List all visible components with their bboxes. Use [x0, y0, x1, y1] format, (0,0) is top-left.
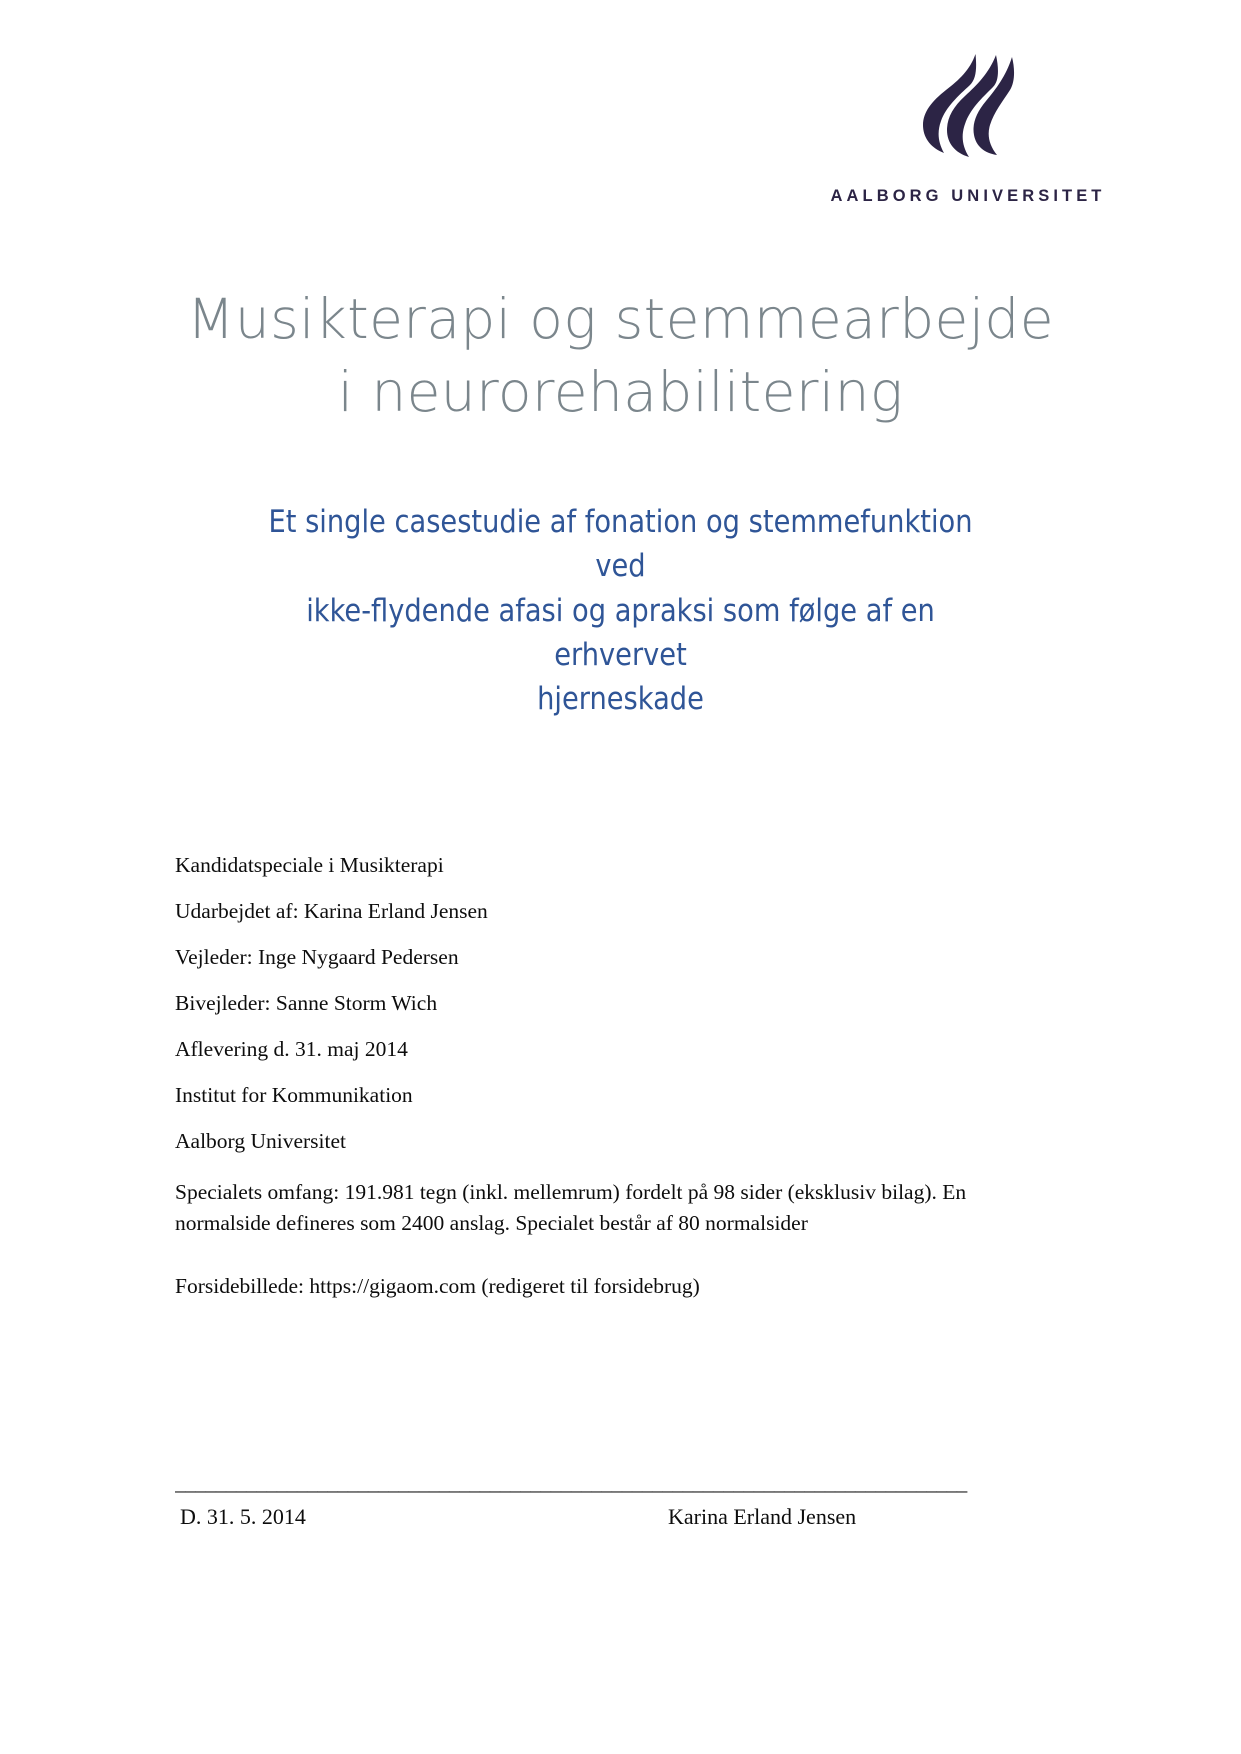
main-title-line-1: Musikterapi og stemmearbejde — [187, 287, 1054, 351]
metadata-author: Udarbejdet af: Karina Erland Jensen — [175, 899, 488, 923]
subtitle-line-3: hjerneskade — [537, 681, 704, 718]
page-subtitle — [0, 500, 1241, 722]
metadata-cosupervisor: Bivejleder: Sanne Storm Wich — [175, 991, 438, 1015]
main-title-line-2: i neurorehabilitering — [337, 359, 904, 424]
subtitle-line-2: ikke-flydende afasi og apraksi som følge af en erhvervet — [306, 592, 935, 673]
metadata-supervisor: Vejleder: Inge Nygaard Pedersen — [175, 945, 459, 969]
signature-name: Karina Erland Jensen — [668, 1504, 857, 1529]
metadata-block — [175, 855, 1075, 1302]
metadata-submission-date: Aflevering d. 31. maj 2014 — [175, 1037, 408, 1061]
metadata-scope: Specialets omfang: 191.981 tegn (inkl. mellemrum) fordelt på 98 sider (eksklusiv bilag). En normalside defineres som 2400 anslag. Specialet består af 80 normalsider — [175, 1180, 967, 1235]
metadata-department: Institut for Kommunikation — [175, 1083, 413, 1107]
subtitle-line-1: Et single casestudie af fonation og stemmefunktion ved — [268, 504, 973, 585]
page-title — [0, 283, 1241, 428]
aau-flame-logo-icon — [913, 52, 1023, 160]
signature-date: D. 31. 5. 2014 — [180, 1504, 306, 1529]
university-wordmark: AALBORG UNIVERSITET — [830, 187, 1106, 205]
metadata-university: Aalborg Universitet — [175, 1129, 346, 1153]
subtitle-text — [74, 500, 1166, 722]
signature-block — [175, 1478, 1080, 1536]
signature-row — [175, 1504, 1080, 1536]
metadata-degree: Kandidatspeciale i Musikterapi — [175, 853, 444, 877]
main-title-text — [0, 283, 1241, 428]
university-logo-block — [830, 52, 1106, 206]
metadata-cover-image-credit: Forsidebillede: https://gigaom.com (redigeret til forsidebrug) — [175, 1274, 700, 1299]
signature-rule: ______________________________________________________________________________ — [175, 1478, 967, 1494]
